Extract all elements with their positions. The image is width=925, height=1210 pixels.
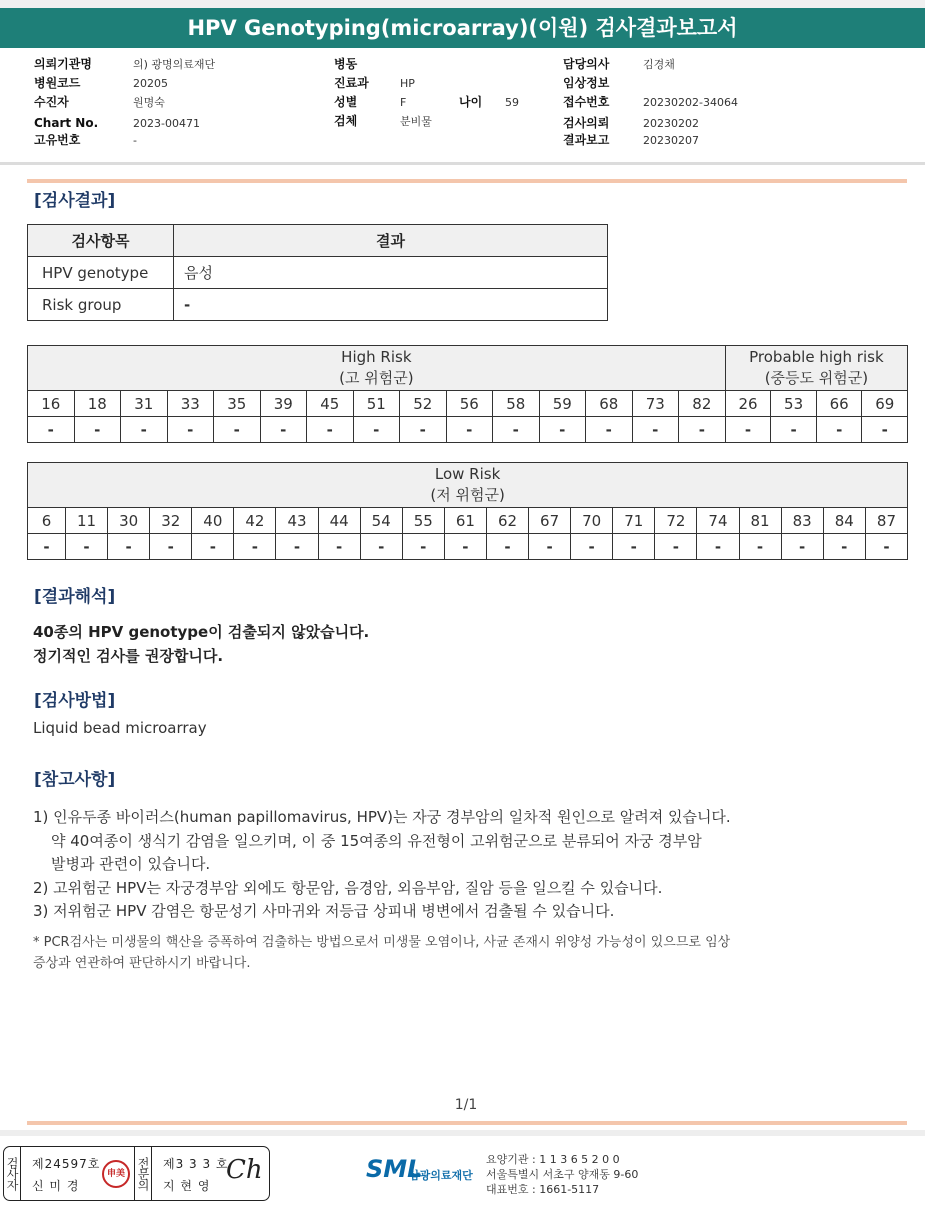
low-type-8: 54 bbox=[360, 508, 402, 534]
high-result-5: - bbox=[260, 417, 307, 443]
tester-seal: 申美 bbox=[102, 1160, 130, 1188]
label-specimen: 검체 bbox=[334, 114, 358, 128]
table-row bbox=[28, 289, 608, 321]
row-hpv-genotype-item: HPV genotype bbox=[28, 257, 174, 289]
high-type-2: 31 bbox=[121, 391, 168, 417]
high-type-3: 33 bbox=[167, 391, 214, 417]
low-type-14: 71 bbox=[613, 508, 655, 534]
label-institution: 의뢰기관명 bbox=[34, 57, 92, 71]
low-type-5: 42 bbox=[234, 508, 276, 534]
high-type-6: 45 bbox=[307, 391, 354, 417]
low-type-0: 6 bbox=[28, 508, 66, 534]
low-type-13: 70 bbox=[571, 508, 613, 534]
section-title-method: [검사방법] bbox=[34, 691, 116, 711]
low-result-10: - bbox=[444, 534, 486, 560]
reviewer-label bbox=[135, 1147, 152, 1200]
high-result-8: - bbox=[400, 417, 447, 443]
high-result-15: - bbox=[725, 417, 771, 443]
row-risk-group-item: Risk group bbox=[28, 289, 174, 321]
tester-label-text: 검사자 bbox=[5, 1157, 19, 1190]
low-risk-header bbox=[28, 463, 908, 508]
interpretation-line-1: 40종의 HPV genotype이 검출되지 않았습니다. bbox=[33, 623, 370, 641]
row-hpv-genotype-result: 음성 bbox=[174, 257, 608, 289]
high-type-13: 73 bbox=[632, 391, 679, 417]
header-result: 결과 bbox=[174, 225, 608, 257]
tester-name: 신 미 경 bbox=[32, 1179, 80, 1193]
value-report-date: 20230207 bbox=[643, 134, 699, 147]
footnote-line-2: 증상과 연관하여 판단하시기 바랍니다. bbox=[33, 956, 251, 971]
table-header-row bbox=[28, 225, 608, 257]
value-hospital-code: 20205 bbox=[133, 77, 168, 90]
high-type-15: 26 bbox=[725, 391, 771, 417]
header-divider bbox=[0, 162, 925, 165]
high-risk-result-row bbox=[28, 417, 908, 443]
low-result-2: - bbox=[108, 534, 150, 560]
footer-strip bbox=[0, 1130, 925, 1136]
label-hospital-code: 병원코드 bbox=[34, 76, 81, 90]
reviewer-label-text: 전문의 bbox=[136, 1157, 150, 1190]
low-type-2: 30 bbox=[108, 508, 150, 534]
high-type-1: 18 bbox=[74, 391, 121, 417]
footer-institution-code: 요양기관 : 1 1 3 6 5 2 0 0 bbox=[486, 1153, 620, 1166]
tester-label bbox=[4, 1147, 21, 1200]
high-result-16: - bbox=[771, 417, 817, 443]
label-patient: 수진자 bbox=[34, 95, 69, 109]
interpretation-text bbox=[33, 620, 369, 668]
bottom-peach-divider bbox=[27, 1121, 907, 1125]
footer-address bbox=[486, 1152, 638, 1197]
low-type-17: 81 bbox=[739, 508, 781, 534]
probable-risk-subtitle: (중등도 위험군) bbox=[764, 369, 869, 387]
value-patient: 원명숙 bbox=[133, 96, 165, 109]
high-result-4: - bbox=[214, 417, 261, 443]
reference-line: 1) 인유두종 바이러스(human papillomavirus, HPV)는 자궁 경부암의 일차적 원인으로 알려져 있습니다. bbox=[33, 808, 731, 826]
high-result-14: - bbox=[679, 417, 726, 443]
label-clinical-info: 임상정보 bbox=[563, 76, 610, 90]
high-type-8: 52 bbox=[400, 391, 447, 417]
low-type-6: 43 bbox=[276, 508, 318, 534]
reference-line: 2) 고위험군 HPV는 자궁경부암 외에도 항문암, 음경암, 외음부암, 질암 등을 일으킬 수 있습니다. bbox=[33, 878, 663, 897]
low-risk-result-row bbox=[28, 534, 908, 560]
section-title-reference: [참고사항] bbox=[34, 770, 116, 790]
low-result-6: - bbox=[276, 534, 318, 560]
reference-line: 약 40여종이 생식기 감염을 일으키며, 이 중 15여종의 유전형이 고위험군으로 분류되어 자궁 경부암 bbox=[51, 831, 702, 850]
low-type-1: 11 bbox=[66, 508, 108, 534]
high-type-17: 66 bbox=[816, 391, 862, 417]
low-type-19: 84 bbox=[823, 508, 865, 534]
high-type-18: 69 bbox=[862, 391, 908, 417]
value-specimen: 분비물 bbox=[400, 115, 432, 128]
label-request-date: 검사의뢰 bbox=[563, 116, 610, 130]
value-department: HP bbox=[400, 77, 415, 90]
high-type-10: 58 bbox=[493, 391, 540, 417]
low-result-0: - bbox=[28, 534, 66, 560]
reference-list bbox=[33, 806, 731, 924]
reviewer-signature: Ch bbox=[226, 1155, 263, 1185]
value-request-date: 20230202 bbox=[643, 117, 699, 130]
high-result-10: - bbox=[493, 417, 540, 443]
label-sex: 성별 bbox=[334, 95, 358, 109]
page-top-bar bbox=[0, 0, 925, 8]
low-type-7: 44 bbox=[318, 508, 360, 534]
high-result-17: - bbox=[816, 417, 862, 443]
low-risk-subtitle: (저 위험군) bbox=[430, 486, 505, 504]
label-doctor: 담당의사 bbox=[563, 57, 610, 71]
footer-address-line: 서울특별시 서초구 양재동 9-60 bbox=[486, 1168, 639, 1181]
probable-risk-title: Probable high risk bbox=[749, 348, 884, 366]
signature-box bbox=[3, 1146, 270, 1201]
reviewer-name: 지 현 영 bbox=[163, 1179, 211, 1193]
low-result-1: - bbox=[66, 534, 108, 560]
high-result-7: - bbox=[353, 417, 400, 443]
value-sex: F bbox=[400, 96, 407, 109]
value-receipt-no: 20230202-34064 bbox=[643, 96, 738, 109]
label-age: 나이 bbox=[459, 95, 483, 109]
high-risk-table bbox=[27, 345, 908, 443]
low-result-18: - bbox=[781, 534, 823, 560]
label-department: 진료과 bbox=[334, 76, 369, 90]
high-result-18: - bbox=[862, 417, 908, 443]
low-type-20: 87 bbox=[865, 508, 907, 534]
low-result-9: - bbox=[402, 534, 444, 560]
high-type-5: 39 bbox=[260, 391, 307, 417]
report-title: HPV Genotyping(microarray)(이원) 검사결과보고서 bbox=[0, 8, 925, 48]
low-result-12: - bbox=[529, 534, 571, 560]
reviewer-license-no: 제3 3 3 호 bbox=[163, 1157, 229, 1171]
low-result-14: - bbox=[613, 534, 655, 560]
high-risk-subtitle: (고 위험군) bbox=[339, 369, 414, 387]
table-row bbox=[28, 257, 608, 289]
high-result-12: - bbox=[586, 417, 633, 443]
label-unique-no: 고유번호 bbox=[34, 133, 81, 147]
low-type-4: 40 bbox=[192, 508, 234, 534]
interpretation-line-2: 정기적인 검사를 권장합니다. bbox=[33, 647, 224, 665]
result-table bbox=[27, 224, 608, 321]
high-type-9: 56 bbox=[446, 391, 493, 417]
label-report-date: 결과보고 bbox=[563, 133, 610, 147]
high-result-6: - bbox=[307, 417, 354, 443]
sml-org-name: 삼광의료재단 bbox=[409, 1169, 473, 1182]
tester-license-no: 제24597호 bbox=[32, 1157, 101, 1171]
page-number: 1/1 bbox=[454, 1097, 478, 1113]
low-type-11: 62 bbox=[486, 508, 528, 534]
high-type-7: 51 bbox=[353, 391, 400, 417]
value-doctor: 김경채 bbox=[643, 58, 675, 71]
low-result-17: - bbox=[739, 534, 781, 560]
probable-risk-header bbox=[725, 346, 907, 391]
low-result-13: - bbox=[571, 534, 613, 560]
sml-logo-mark: SML bbox=[366, 1155, 423, 1183]
high-type-16: 53 bbox=[771, 391, 817, 417]
footnote-line-1: * PCR검사는 미생물의 핵산을 증폭하여 검출하는 방법으로서 미생물 오염이나, 사균 존재시 위양성 가능성이 있으므로 임상 bbox=[33, 935, 731, 950]
method-text: Liquid bead microarray bbox=[33, 719, 207, 737]
high-result-2: - bbox=[121, 417, 168, 443]
low-type-12: 67 bbox=[529, 508, 571, 534]
low-type-9: 55 bbox=[402, 508, 444, 534]
footnote bbox=[33, 932, 730, 974]
label-receipt-no: 접수번호 bbox=[563, 95, 610, 109]
high-result-1: - bbox=[74, 417, 121, 443]
low-result-5: - bbox=[234, 534, 276, 560]
high-result-9: - bbox=[446, 417, 493, 443]
low-risk-type-row bbox=[28, 508, 908, 534]
low-result-16: - bbox=[697, 534, 739, 560]
value-age: 59 bbox=[505, 96, 519, 109]
high-type-0: 16 bbox=[28, 391, 75, 417]
footer-phone: 대표번호 : 1661-5117 bbox=[486, 1183, 600, 1196]
high-result-0: - bbox=[28, 417, 75, 443]
high-result-11: - bbox=[539, 417, 586, 443]
low-risk-table bbox=[27, 462, 908, 560]
top-peach-divider bbox=[27, 179, 907, 183]
value-institution: 의) 광명의료재단 bbox=[133, 58, 216, 71]
row-risk-group-result: - bbox=[174, 289, 608, 321]
low-result-15: - bbox=[655, 534, 697, 560]
header-test-item: 검사항목 bbox=[28, 225, 174, 257]
low-result-20: - bbox=[865, 534, 907, 560]
low-result-4: - bbox=[192, 534, 234, 560]
low-result-8: - bbox=[360, 534, 402, 560]
value-unique-no: - bbox=[133, 134, 137, 147]
label-chart-no: Chart No. bbox=[34, 116, 99, 130]
high-risk-type-row bbox=[28, 391, 908, 417]
high-risk-title: High Risk bbox=[341, 348, 412, 366]
low-risk-title: Low Risk bbox=[434, 465, 501, 483]
low-result-19: - bbox=[823, 534, 865, 560]
high-type-4: 35 bbox=[214, 391, 261, 417]
low-result-11: - bbox=[486, 534, 528, 560]
low-type-15: 72 bbox=[655, 508, 697, 534]
reference-line: 발병과 관련이 있습니다. bbox=[51, 855, 211, 873]
low-result-7: - bbox=[318, 534, 360, 560]
label-ward: 병동 bbox=[334, 57, 358, 71]
high-type-11: 59 bbox=[539, 391, 586, 417]
low-type-16: 74 bbox=[697, 508, 739, 534]
value-chart-no: 2023-00471 bbox=[133, 117, 200, 130]
low-result-3: - bbox=[150, 534, 192, 560]
low-type-3: 32 bbox=[150, 508, 192, 534]
low-type-18: 83 bbox=[781, 508, 823, 534]
high-risk-header bbox=[28, 346, 726, 391]
high-type-14: 82 bbox=[679, 391, 726, 417]
high-type-12: 68 bbox=[586, 391, 633, 417]
section-title-interpretation: [결과해석] bbox=[34, 587, 116, 607]
section-title-result: [검사결과] bbox=[34, 191, 116, 211]
sml-logo bbox=[366, 1153, 481, 1193]
reference-line: 3) 저위험군 HPV 감염은 항문성기 사마귀와 저등급 상피내 병변에서 검출될 수 있습니다. bbox=[33, 902, 615, 920]
high-result-3: - bbox=[167, 417, 214, 443]
low-type-10: 61 bbox=[444, 508, 486, 534]
high-result-13: - bbox=[632, 417, 679, 443]
